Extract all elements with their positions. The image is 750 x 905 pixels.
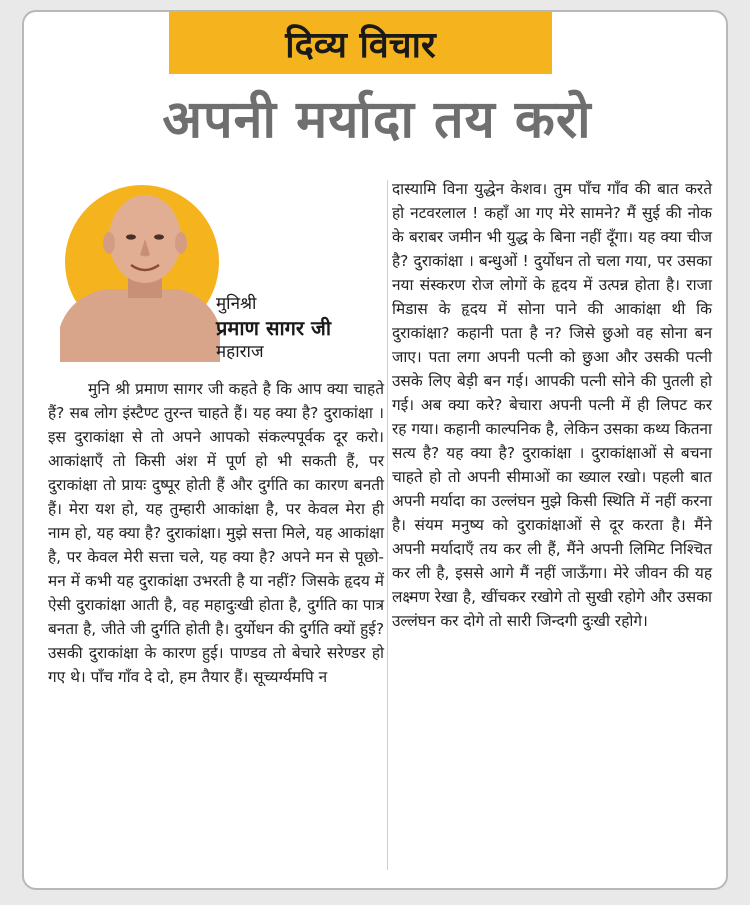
- portrait-eye-right: [154, 234, 164, 239]
- article-column-right: [392, 177, 712, 633]
- portrait-ear-right: [175, 232, 187, 254]
- section-banner: [169, 12, 552, 74]
- portrait-ear-left: [103, 232, 115, 254]
- portrait-image: [60, 177, 220, 362]
- portrait-eye-left: [126, 234, 136, 239]
- column-divider: [387, 180, 388, 870]
- article-headline: अपनी मर्यादा तय करो: [162, 90, 592, 150]
- author-prefix: मुनिश्री: [216, 294, 257, 314]
- author-portrait: [60, 177, 220, 362]
- article-column-left: [48, 377, 384, 689]
- article-paragraph-left: मुनि श्री प्रमाण सागर जी कहते है कि आप क्या चाहते हैं? सब लोग इंस्टैण्ट तुरन्त चाहते हैं। यह क्या है? दुराकांक्षा । इस दुराकांक्षा से तो अपने आपको संकल्पपूर्वक दूर करो। आकांक्षाएँ तो किसी अंश में पूर्ण हो भी सकती हैं, पर दुराकांक्षा तो प्रायः दुष्पूर होती हैं और दुर्गति का कारण बनती हैं। मेरा यश हो, यह तुम्हारी आकांक्षा है, पर केवल मेरा ही नाम हो, यह क्या है? दुराकांक्षा। मुझे सत्ता मिले, यह आकांक्षा है, पर केवल मेरी सत्ता चले, यह क्या है? अपने मन से पूछो- मन में कभी यह दुराकांक्षा उभरती है या नहीं? जिसके हृदय में ऐसी दुराकांक्षा आती है, वह महादुःखी होता है, दुर्गति का पात्र बनता है, जीते जी दुर्गति होती है। दुर्योधन की दुर्गति क्यों हुई? उसकी दुराकांक्षा के कारण हुई। पाण्डव तो बेचारे सरेण्डर हो गए थे। पाँच गाँव दे दो, हम तैयार हैं। सूच्यर्ग्यमपि न: [48, 380, 384, 686]
- portrait-shoulders: [60, 289, 220, 362]
- author-suffix: महाराज: [216, 342, 264, 362]
- article-paragraph-right: दास्यामि विना युद्धेन केशव। तुम पाँच गाँव की बात करते हो नटवरलाल ! कहाँ आ गए मेरे सामने? मैं सुई की नोक के बराबर जमीन भी युद्ध के बिना नहीं दूँगा। यह क्या चीज है? दुराकांक्षा । बन्धुओं ! दुर्योधन तो चला गया, पर उसका नया संस्करण रोज लोगों के हृदय में उत्पन्न होता है। राजा मिडास के हृदय में सोना पाने की आकांक्षा थी कि दुराकांक्षा? कहानी पता है न? जिसे छुओ वह सोना बन जाए। पता लगा अपनी पत्नी को छुआ और उसकी पत्नी उसके लिए बेड़ी बन गई। आपकी पत्नी सोने की पुतली हो गई। अब क्या करे? बेचारा अपनी पत्नी में ही लिपट कर रह गया। कहानी काल्पनिक है, लेकिन उसका कथ्य कितना सत्य है? यह क्या है? दुराकांक्षा । दुराकांक्षाओं से बचना चाहते हो तो अपनी सीमाओं का ख्याल रखो। पहली बात अपनी मर्यादा का उल्लंघन मुझे किसी स्थिति में नहीं करना है। संयम मनुष्य को दुराकांक्षाओं से दूर करता है। मैंने अपनी मर्यादाएँ तय कर ली हैं, मैंने अपनी लिमिट निश्चित कर ली है, इससे आगे मैं नहीं जाऊँगा। मेरे जीवन की यह लक्ष्मण रेखा है, खींचकर रखोगे तो सुखी रहोगे और उसका उल्लंघन कर दोगे तो सारी जिन्दगी दुःखी रहोगे।: [392, 180, 712, 630]
- newspaper-clipping: [22, 10, 728, 890]
- author-name: प्रमाण सागर जी: [216, 316, 332, 340]
- section-title: दिव्य विचार: [285, 24, 436, 66]
- author-credit: [216, 292, 331, 364]
